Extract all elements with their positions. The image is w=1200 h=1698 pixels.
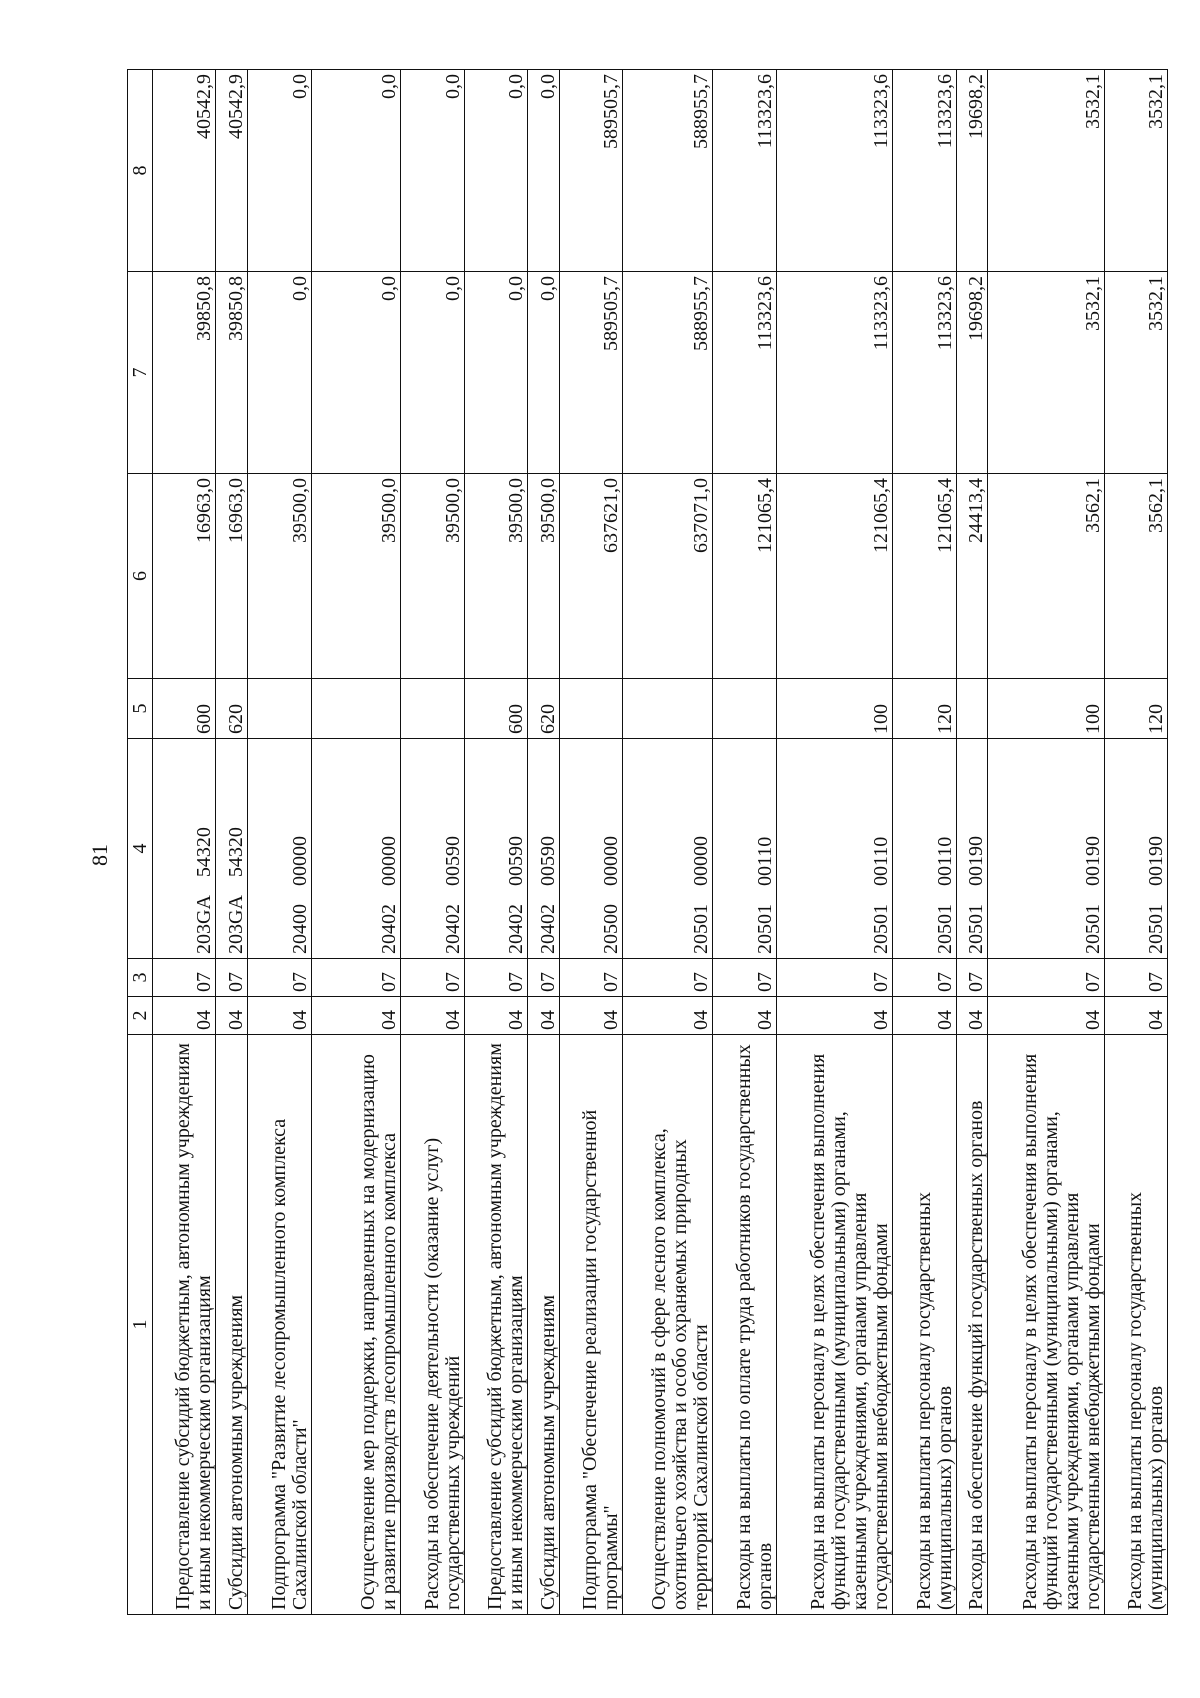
table-row <box>713 70 776 1615</box>
row-subsection-code: 07 <box>153 959 216 997</box>
row-target-article <box>623 739 713 959</box>
row-subsection-code: 07 <box>216 959 248 997</box>
row-expense-type: 620 <box>528 679 560 739</box>
row-section-code: 04 <box>956 997 988 1035</box>
table-row <box>1104 70 1167 1615</box>
row-expense-type: 620 <box>216 679 248 739</box>
target-article-program: 20501 <box>933 904 956 954</box>
row-section-code: 04 <box>1104 997 1167 1035</box>
target-article-direction: 00190 <box>965 836 988 886</box>
row-amount-col6: 39500,0 <box>401 474 464 679</box>
target-article-direction: 54320 <box>193 827 216 878</box>
row-target-article <box>956 739 988 959</box>
row-amount-col8: 0,0 <box>311 70 401 272</box>
row-target-article <box>1104 739 1167 959</box>
row-amount-col8: 0,0 <box>464 70 527 272</box>
target-article-direction: 00590 <box>537 836 560 886</box>
row-description: Расходы на выплаты по оплате труда работников государственных органов <box>713 1035 776 1615</box>
row-subsection-code: 07 <box>956 959 988 997</box>
row-amount-col6: 121065,4 <box>893 474 956 679</box>
target-article-program: 20402 <box>378 904 401 954</box>
row-subsection-code: 07 <box>528 959 560 997</box>
row-section-code: 04 <box>988 997 1104 1035</box>
col-header-2: 2 <box>128 997 153 1035</box>
row-target-article <box>153 739 216 959</box>
row-amount-col6: 39500,0 <box>464 474 527 679</box>
row-amount-col7: 113323,6 <box>776 272 892 474</box>
target-article-program: 20501 <box>1145 904 1167 954</box>
table-row <box>528 70 560 1615</box>
table-row <box>988 70 1104 1615</box>
row-subsection-code: 07 <box>988 959 1104 997</box>
row-subsection-code: 07 <box>464 959 527 997</box>
row-target-article <box>311 739 401 959</box>
table-row <box>623 70 713 1615</box>
row-amount-col7: 0,0 <box>464 272 527 474</box>
row-amount-col6: 121065,4 <box>776 474 892 679</box>
table-row <box>311 70 401 1615</box>
row-description: Субсидии автономным учреждениям <box>216 1035 248 1615</box>
row-amount-col7: 589505,7 <box>560 272 623 474</box>
row-amount-col6: 637621,0 <box>560 474 623 679</box>
table-row <box>560 70 623 1615</box>
row-expense-type <box>623 679 713 739</box>
target-article-program: 203GA <box>193 895 216 954</box>
row-section-code: 04 <box>311 997 401 1035</box>
row-description: Подпрограмма "Развитие лесопромышленного комплекса Сахалинской области" <box>248 1035 311 1615</box>
row-amount-col6: 3562,1 <box>1104 474 1167 679</box>
row-expense-type <box>713 679 776 739</box>
row-subsection-code: 07 <box>560 959 623 997</box>
row-amount-col8: 0,0 <box>401 70 464 272</box>
row-target-article <box>776 739 892 959</box>
row-amount-col6: 637071,0 <box>623 474 713 679</box>
row-amount-col8: 113323,6 <box>776 70 892 272</box>
row-amount-col7: 39850,8 <box>153 272 216 474</box>
target-article-program: 20501 <box>753 904 776 954</box>
row-description: Подпрограмма "Обеспечение реализации государственной программы" <box>560 1035 623 1615</box>
row-amount-col8: 3532,1 <box>988 70 1104 272</box>
row-amount-col6: 24413,4 <box>956 474 988 679</box>
row-subsection-code: 07 <box>1104 959 1167 997</box>
row-subsection-code: 07 <box>713 959 776 997</box>
target-article-direction: 00000 <box>378 836 401 886</box>
col-header-5: 5 <box>128 679 153 739</box>
row-subsection-code: 07 <box>893 959 956 997</box>
row-amount-col8: 588955,7 <box>623 70 713 272</box>
table-row <box>464 70 527 1615</box>
target-article-direction: 54320 <box>225 827 248 878</box>
row-amount-col8: 113323,6 <box>893 70 956 272</box>
row-description: Предоставление субсидий бюджетным, автономным учреждениям и иным некоммерческим организациям <box>153 1035 216 1615</box>
row-target-article <box>713 739 776 959</box>
row-description: Расходы на выплаты персоналу государственных (муниципальных) органов <box>1104 1035 1167 1615</box>
row-amount-col7: 3532,1 <box>988 272 1104 474</box>
target-article-program: 20501 <box>1081 904 1104 954</box>
target-article-program: 20501 <box>690 904 713 954</box>
target-article-direction: 00590 <box>441 836 464 886</box>
row-expense-type: 600 <box>464 679 527 739</box>
row-section-code: 04 <box>401 997 464 1035</box>
row-subsection-code: 07 <box>248 959 311 997</box>
row-expense-type: 120 <box>893 679 956 739</box>
row-subsection-code: 07 <box>401 959 464 997</box>
row-section-code: 04 <box>528 997 560 1035</box>
target-article-program: 20501 <box>870 904 893 954</box>
row-description: Расходы на выплаты персоналу в целях обеспечения выполнения функций государственными (муниципальными) органами, казенными учреждениями, органами управления государственными внебюджетными фондами <box>988 1035 1104 1615</box>
row-target-article <box>248 739 311 959</box>
row-amount-col7: 19698,2 <box>956 272 988 474</box>
target-article-direction: 00190 <box>1081 836 1104 886</box>
row-section-code: 04 <box>623 997 713 1035</box>
target-article-program: 20402 <box>537 904 560 954</box>
row-amount-col8: 40542,9 <box>153 70 216 272</box>
row-amount-col7: 39850,8 <box>216 272 248 474</box>
row-description: Предоставление субсидий бюджетным, автономным учреждениям и иным некоммерческим организациям <box>464 1035 527 1615</box>
row-amount-col7: 0,0 <box>311 272 401 474</box>
target-article-program: 20501 <box>965 904 988 954</box>
target-article-program: 20402 <box>441 904 464 954</box>
row-description: Расходы на выплаты персоналу в целях обеспечения выполнения функций государственными (муниципальными) органами, казенными учреждениями, органами управления государственными внебюджетными фондами <box>776 1035 892 1615</box>
row-expense-type: 100 <box>776 679 892 739</box>
target-article-direction: 00110 <box>933 836 956 886</box>
row-amount-col8: 589505,7 <box>560 70 623 272</box>
row-description: Расходы на выплаты персоналу государственных (муниципальных) органов <box>893 1035 956 1615</box>
row-section-code: 04 <box>216 997 248 1035</box>
table-body <box>153 70 1168 1615</box>
row-amount-col6: 39500,0 <box>311 474 401 679</box>
row-target-article <box>560 739 623 959</box>
row-amount-col8: 40542,9 <box>216 70 248 272</box>
table-row <box>401 70 464 1615</box>
col-header-6: 6 <box>128 474 153 679</box>
target-article-direction: 00590 <box>505 836 528 886</box>
col-header-3: 3 <box>128 959 153 997</box>
row-amount-col8: 0,0 <box>528 70 560 272</box>
row-target-article <box>988 739 1104 959</box>
col-header-8: 8 <box>128 70 153 272</box>
row-subsection-code: 07 <box>623 959 713 997</box>
table-row <box>153 70 216 1615</box>
row-description: Осуществление полномочий в сфере лесного комплекса, охотничьего хозяйства и особо охраняемых природных территорий Сахалинской области <box>623 1035 713 1615</box>
row-expense-type <box>401 679 464 739</box>
target-article-direction: 00000 <box>600 836 623 886</box>
table-row <box>216 70 248 1615</box>
row-amount-col7: 0,0 <box>248 272 311 474</box>
row-amount-col7: 588955,7 <box>623 272 713 474</box>
target-article-program: 20400 <box>288 904 311 954</box>
row-description: Расходы на обеспечение функций государственных органов <box>956 1035 988 1615</box>
row-amount-col6: 16963,0 <box>153 474 216 679</box>
table-row <box>956 70 988 1615</box>
row-subsection-code: 07 <box>311 959 401 997</box>
row-section-code: 04 <box>713 997 776 1035</box>
target-article-direction: 00000 <box>690 836 713 886</box>
col-header-1: 1 <box>128 1035 153 1615</box>
table-row <box>776 70 892 1615</box>
target-article-direction: 00110 <box>753 836 776 886</box>
row-target-article <box>893 739 956 959</box>
row-description: Осуществление мер поддержки, направленных на модернизацию и развитие производств лесопромышленного комплекса <box>311 1035 401 1615</box>
row-amount-col7: 0,0 <box>401 272 464 474</box>
table-row <box>248 70 311 1615</box>
row-section-code: 04 <box>153 997 216 1035</box>
row-amount-col7: 0,0 <box>528 272 560 474</box>
row-section-code: 04 <box>776 997 892 1035</box>
row-amount-col6: 39500,0 <box>528 474 560 679</box>
row-amount-col6: 3562,1 <box>988 474 1104 679</box>
row-amount-col8: 3532,1 <box>1104 70 1167 272</box>
table-row <box>893 70 956 1615</box>
row-subsection-code: 07 <box>776 959 892 997</box>
rotated-table-container <box>127 70 1168 1615</box>
target-article-program: 20500 <box>600 904 623 954</box>
header-row <box>128 70 153 1615</box>
row-amount-col8: 113323,6 <box>713 70 776 272</box>
row-amount-col8: 19698,2 <box>956 70 988 272</box>
col-header-4: 4 <box>128 739 153 959</box>
row-target-article <box>401 739 464 959</box>
row-section-code: 04 <box>560 997 623 1035</box>
row-target-article <box>216 739 248 959</box>
page-number: 81 <box>87 844 112 866</box>
row-expense-type <box>956 679 988 739</box>
row-amount-col6: 39500,0 <box>248 474 311 679</box>
row-amount-col7: 113323,6 <box>893 272 956 474</box>
row-amount-col6: 16963,0 <box>216 474 248 679</box>
row-section-code: 04 <box>464 997 527 1035</box>
budget-table <box>127 69 1168 1615</box>
target-article-direction: 00190 <box>1145 836 1167 886</box>
row-expense-type: 120 <box>1104 679 1167 739</box>
row-expense-type: 600 <box>153 679 216 739</box>
row-expense-type <box>248 679 311 739</box>
target-article-program: 20402 <box>505 904 528 954</box>
row-amount-col7: 3532,1 <box>1104 272 1167 474</box>
target-article-program: 203GA <box>225 895 248 954</box>
row-description: Субсидии автономным учреждениям <box>528 1035 560 1615</box>
target-article-direction: 00000 <box>288 836 311 886</box>
target-article-direction: 00110 <box>870 836 893 886</box>
row-description: Расходы на обеспечение деятельности (оказание услуг) государственных учреждений <box>401 1035 464 1615</box>
row-expense-type <box>560 679 623 739</box>
col-header-7: 7 <box>128 272 153 474</box>
row-section-code: 04 <box>248 997 311 1035</box>
row-amount-col7: 113323,6 <box>713 272 776 474</box>
row-amount-col8: 0,0 <box>248 70 311 272</box>
row-section-code: 04 <box>893 997 956 1035</box>
row-target-article <box>528 739 560 959</box>
row-expense-type: 100 <box>988 679 1104 739</box>
row-amount-col6: 121065,4 <box>713 474 776 679</box>
row-expense-type <box>311 679 401 739</box>
row-target-article <box>464 739 527 959</box>
